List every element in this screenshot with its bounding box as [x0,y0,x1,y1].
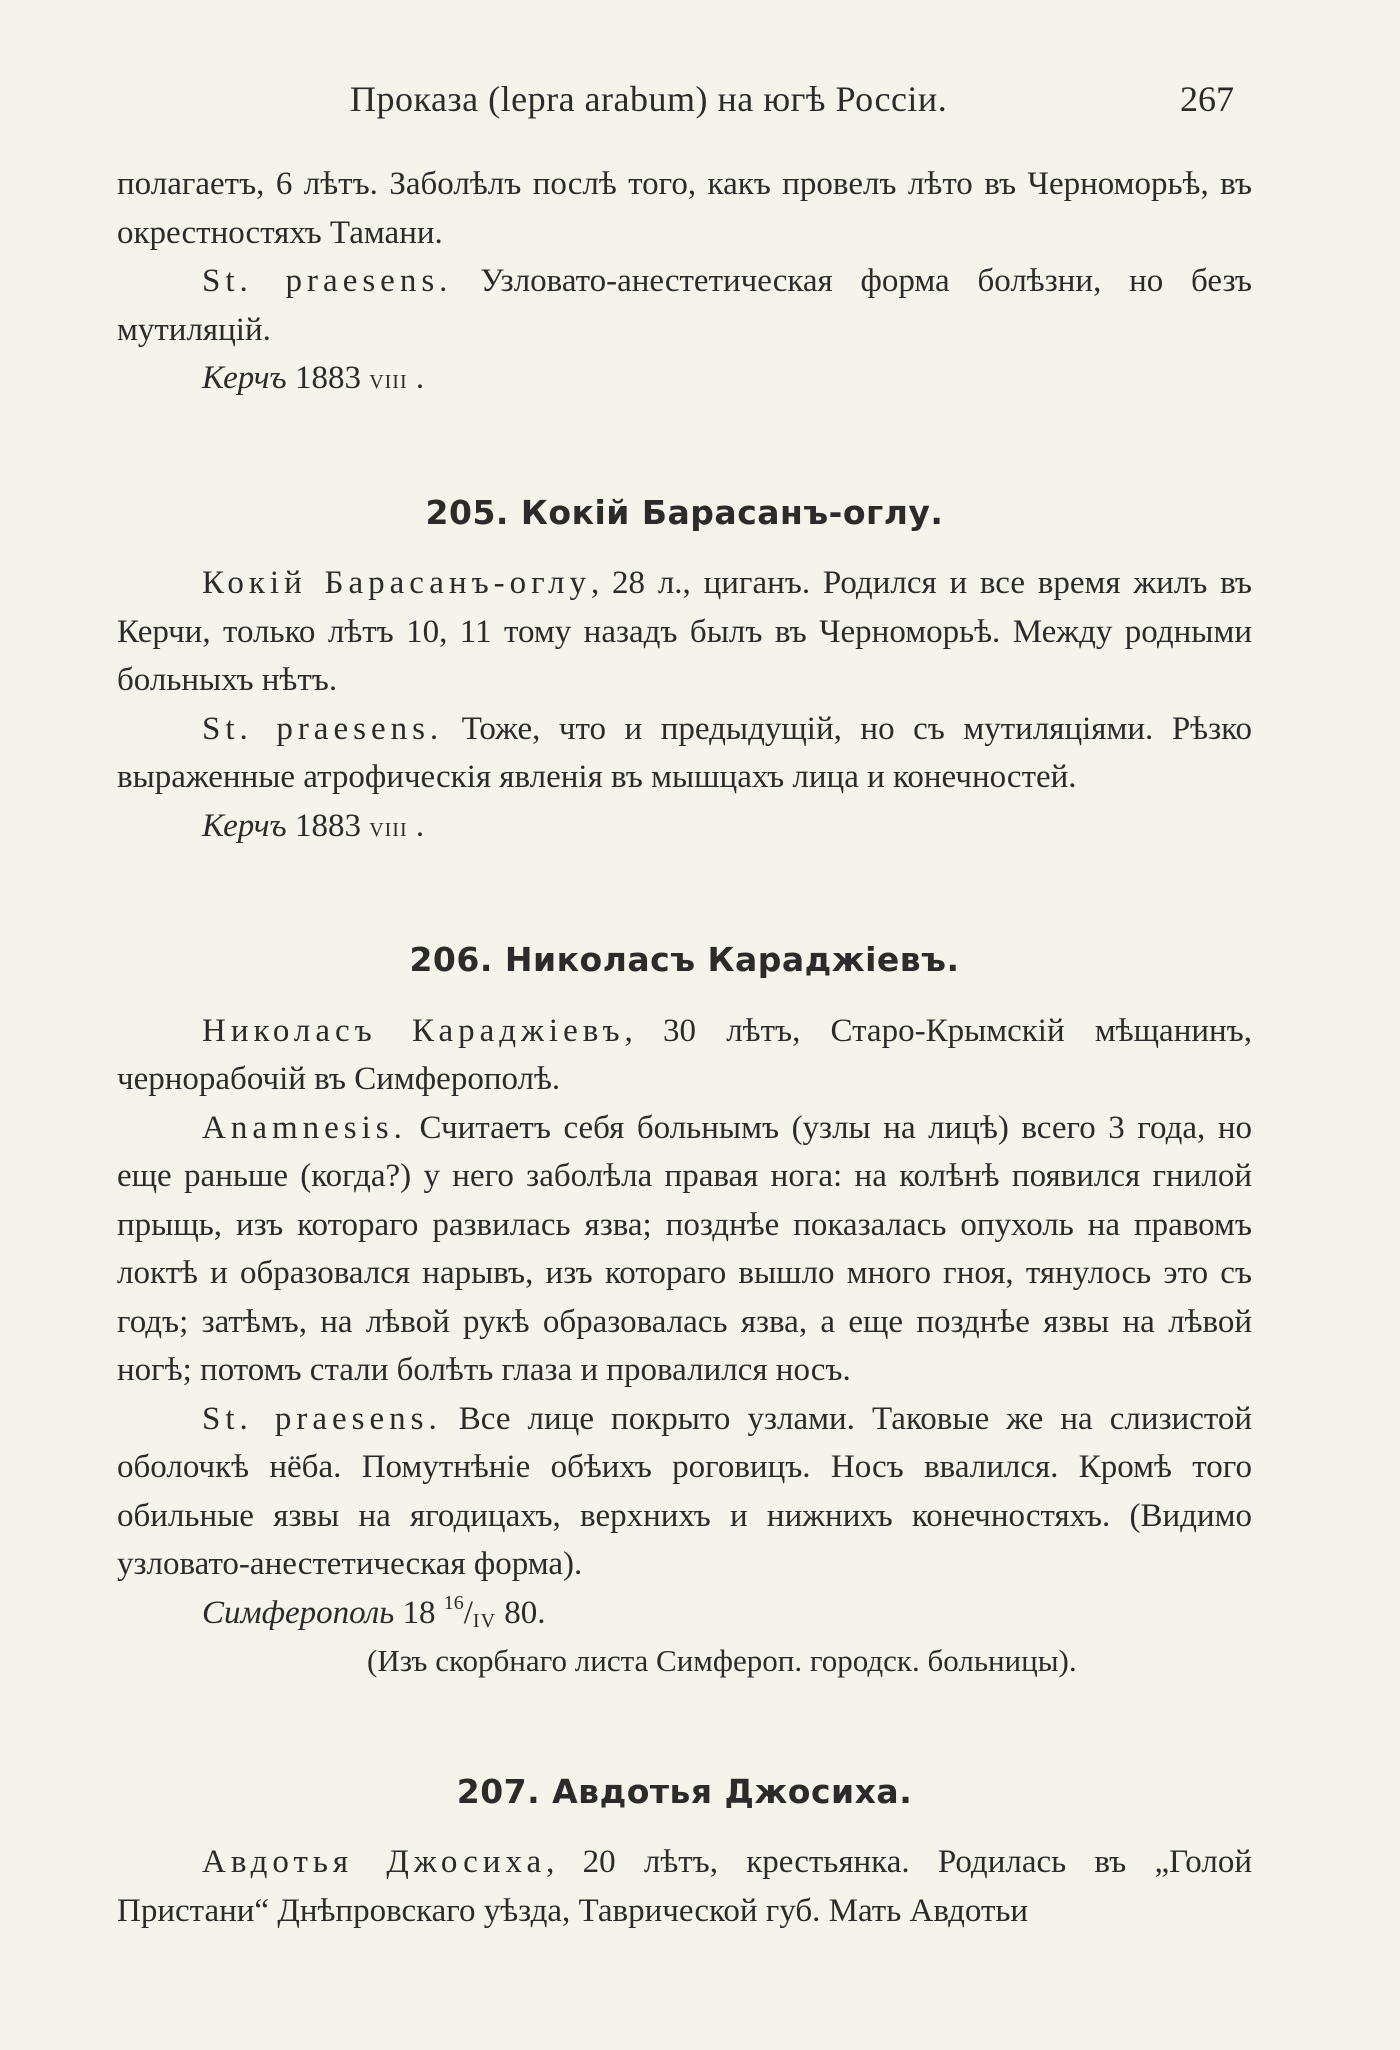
date-prefix: 18 [402,1594,444,1631]
case-location: Симферополь 18 $^{16}/_{IV}$ 80. [202,1591,546,1632]
case-month: VIII [369,371,408,393]
page-body [117,160,1252,1935]
case-intro [117,1007,1252,1104]
case-location [117,354,1252,407]
continuation-paragraph: полагаетъ, 6 лѣтъ. Заболѣлъ послѣ того, какъ провелъ лѣто въ Черноморьѣ, въ окрестностяхъ Тамани. [117,166,1252,251]
status-paragraph [117,705,1252,802]
patient-name: Николасъ Караджіевъ [202,1012,625,1049]
patient-name: Кокій Барасанъ-оглу [202,565,591,601]
case-end: . [407,360,425,396]
case-year: 1883 [294,807,361,844]
page-header [0,78,1400,138]
place-name: Симферополь [202,1594,395,1631]
status-paragraph [117,257,1252,354]
status-label: St. praesens. [202,1400,442,1437]
case-month: VIII [369,818,408,841]
intro-text: , 28 л., циганъ. Родился и все время жилъ въ Керчи, только лѣтъ 10, 11 тому назадъ былъ въ Черноморьѣ. Между родными больныхъ нѣтъ. [117,565,1252,698]
case-heading: 206. Николасъ Караджіевъ. [409,940,960,979]
date-sub: IV [472,1609,497,1632]
case-end: . [407,807,425,844]
case-location [117,802,1252,855]
anamnesis-text: Считаетъ себя больнымъ (узлы на лицѣ) всего 3 года, но еще раньше (когда?) у него заболѣла правая нога: на колѣнѣ появился гнилой прыщь, изъ котораго развилась язва; позднѣе показалась опухоль на правомъ локтѣ и образовался нарывъ, изъ котораго вышло много гноя, тянулось это съ годъ; затѣмъ, на лѣвой рукѣ образовалась язва, а еще позднѣе язвы на лѣвой ногѣ; потомъ стали болѣть глаза и провалился носъ. [117,1109,1252,1388]
case-intro [117,559,1252,705]
place-name: Керчъ [202,807,287,844]
status-label: St. praesens. [202,710,444,747]
status-text: Тоже, что и предыдущій, но съ мутиляціями. Рѣзко выраженные атрофическія явленія въ мышцахъ лица и конечностей. [117,710,1252,795]
case-intro [117,1838,1252,1935]
case-heading: 205. Кокій Барасанъ-оглу. [425,492,944,532]
place-name: Керчъ [202,360,287,396]
status-label: St. praesens. [202,263,453,299]
source-note: (Изъ скорбнаго листа Симфероп. городск. больницы). [367,1643,1077,1678]
status-text: Все лице покрыто узлами. Таковые же на слизистой оболочкѣ нёба. Помутнѣніе обѣихъ роговицъ. Носъ ввалился. Кромѣ того обильные язвы на ягодицахъ, верхнихъ и нижнихъ конечностяхъ. (Видимо узловато-анестетическая форма). [117,1400,1252,1582]
intro-text: , 30 лѣтъ, Старо-Крымскій мѣщанинъ, чернорабочій въ Симферополѣ. [117,1012,1252,1097]
case-heading: 207. Авдотья Джосиха. [456,1771,913,1811]
running-title: Проказа (lepra arabum) на югѣ Россіи. [350,79,948,119]
patient-name: Авдотья Джосиха [202,1844,547,1880]
date-sup: 16 [443,1591,464,1614]
page-number: 267 [1180,79,1234,119]
date-suffix: 80. [496,1594,546,1631]
anamnesis-label: Anamnesis. [202,1109,407,1146]
status-text: Узловато-анестетическая форма болѣзни, но безъ мутиляцій. [117,263,1252,348]
case-year: 1883 [294,360,361,396]
intro-text: , 20 лѣтъ, крестьянка. Родилась въ „Голой Пристани“ Днѣпровскаго уѣзда, Таврической губ. Мать Авдотьи [117,1844,1252,1929]
anamnesis-paragraph [117,1104,1252,1395]
status-paragraph [117,1395,1252,1589]
